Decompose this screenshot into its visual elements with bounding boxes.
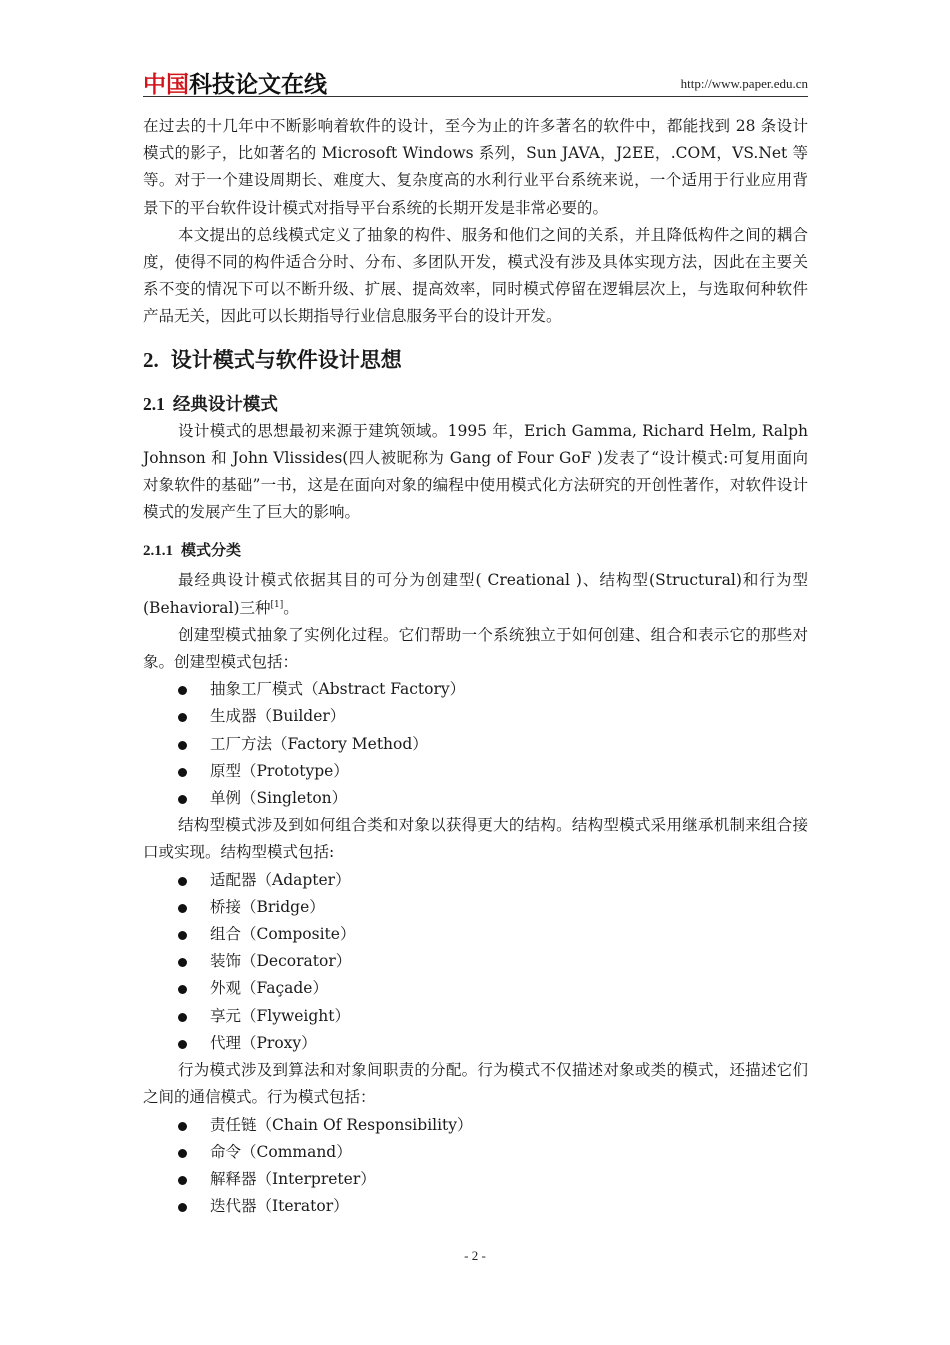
list-item-text: 解释器（Interpreter）: [210, 1169, 376, 1188]
header-rule: [143, 96, 808, 97]
bullet-icon: [178, 985, 187, 994]
list-item-text: 命令（Command）: [210, 1142, 352, 1161]
paragraph-creational: 创建型模式抽象了实例化过程。它们帮助一个系统独立于如何创建、组合和表示它的那些对象。创建型模式包括：: [143, 625, 808, 672]
list-item: [143, 703, 808, 730]
list-item-text: 原型（Prototype）: [210, 761, 349, 780]
list-item: [143, 758, 808, 785]
subsection-heading: [143, 391, 808, 418]
paragraph-behavioral: 行为模式涉及到算法和对象间职责的分配。行为模式不仅描述对象或类的模式，还描述它们之间的通信模式。行为模式包括：: [143, 1061, 808, 1107]
page-header: [143, 62, 808, 96]
list-item-text: 适配器（Adapter）: [210, 870, 351, 889]
list-item-text: 生成器（Builder）: [210, 707, 346, 726]
list-item: [143, 1193, 808, 1220]
citation-ref[interactable]: [1]: [270, 599, 284, 610]
list-item-text: 装饰（Decorator）: [210, 952, 352, 971]
list-item-text: 单例（Singleton）: [210, 789, 348, 808]
section-number: 2.: [143, 347, 159, 372]
list-item-text: 桥接（Bridge）: [210, 897, 325, 916]
list-item-text: 代理（Proxy）: [210, 1033, 317, 1052]
paragraph-structural: 结构型模式涉及到如何组合类和对象以获得更大的结构。结构型模式采用继承机制来组合接口或实现。结构型模式包括:: [143, 816, 808, 862]
journal-logo: [143, 66, 327, 99]
logo-red-text: 中国: [143, 72, 189, 98]
bullet-icon: [178, 931, 187, 940]
bullet-icon: [178, 741, 187, 750]
list-item: [143, 731, 808, 758]
list-item: [143, 676, 808, 703]
subsection-number: 2.1: [143, 393, 165, 414]
list-item: [143, 921, 808, 948]
section-title: 设计模式与软件设计思想: [170, 347, 402, 372]
creational-list: [143, 676, 808, 812]
behavioral-list: [143, 1112, 808, 1221]
bullet-icon: [178, 958, 187, 967]
list-item-text: 组合（Composite）: [210, 925, 356, 944]
bullet-icon: [178, 713, 187, 722]
list-item: [143, 1030, 808, 1057]
classification-text: 最经典设计模式依据其目的可分为创建型( Creational )、结构型(Structural)和行为型(Behavioral)三种: [143, 571, 808, 617]
subsection-title: 经典设计模式: [172, 394, 278, 415]
structural-list: [143, 867, 808, 1057]
bullet-icon: [178, 877, 187, 886]
list-item-text: 外观（Façade）: [210, 979, 328, 998]
bullet-icon: [178, 1176, 187, 1185]
list-item-text: 抽象工厂模式（Abstract Factory）: [210, 680, 466, 699]
page-number: - 2 -: [464, 1248, 486, 1263]
bullet-icon: [178, 904, 187, 913]
bullet-icon: [178, 1122, 187, 1131]
list-item: [143, 894, 808, 921]
bullet-icon: [178, 1013, 187, 1022]
classification-end: 。: [283, 598, 299, 617]
paragraph-intro-continued: 在过去的十几年中不断影响着软件的设计，至今为止的许多著名的软件中，都能找到 28 条设计模式的影子，比如著名的 Microsoft Windows 系列，Sun JAVA，J2EE，.COM，VS.Net 等等。对于一个建设周期长、难度大、复杂度高的水利行业平台系统来说，一个适用于行业应用背景下的平台软件设计模式对指导平台系统的长期开发是非常必要的。: [143, 117, 808, 217]
paragraph-bus-pattern: 本文提出的总线模式定义了抽象的构件、服务和他们之间的关系，并且降低构件之间的耦合度，使得不同的构件适合分时、分布、多团队开发，模式没有涉及具体实现方法，因此在主要关系不变的情况下可以不断升级、扩展、提高效率，同时模式停留在逻辑层次上，与选取何种软件产品无关，因此可以长期指导行业信息服务平台的设计开发。: [143, 225, 808, 326]
list-item: [143, 975, 808, 1002]
list-item-text: 迭代器（Iterator）: [210, 1197, 349, 1216]
bullet-icon: [178, 1203, 187, 1212]
paragraph-gof-history: 设计模式的思想最初来源于建筑领域。1995 年，Erich Gamma, Richard Helm, Ralph Johnson 和 John Vlissides(四人被昵称为 Gang of Four GoF )发表了“设计模式:可复用面向对象软件的基础”一书，这是在面向对象的编程中使用模式化方法研究的开创性著作，对软件设计模式的发展产生了巨大的影响。: [143, 421, 808, 522]
list-item-text: 责任链（Chain Of Responsibility）: [210, 1115, 473, 1134]
list-item: [143, 1166, 808, 1193]
list-item: [143, 948, 808, 975]
list-item-text: 享元（Flyweight）: [210, 1006, 350, 1025]
paragraph-classification: [143, 567, 808, 621]
list-item: [143, 1003, 808, 1030]
list-item: [143, 1139, 808, 1166]
list-item-text: 工厂方法（Factory Method）: [210, 734, 428, 753]
bullet-icon: [178, 1149, 187, 1158]
subsubsection-title: 模式分类: [181, 541, 242, 560]
list-item: [143, 1112, 808, 1139]
subsubsection-number: 2.1.1: [143, 543, 173, 560]
list-item: [143, 785, 808, 812]
subsubsection-heading: [143, 538, 808, 563]
bullet-icon: [178, 795, 187, 804]
logo-black-text: 科技论文在线: [189, 72, 327, 98]
bullet-icon: [178, 686, 187, 695]
section-heading: [143, 345, 808, 375]
list-item: [143, 867, 808, 894]
bullet-icon: [178, 1040, 187, 1049]
page-body: [143, 113, 808, 1220]
bullet-icon: [178, 768, 187, 777]
header-url[interactable]: http://www.paper.edu.cn: [680, 76, 808, 91]
